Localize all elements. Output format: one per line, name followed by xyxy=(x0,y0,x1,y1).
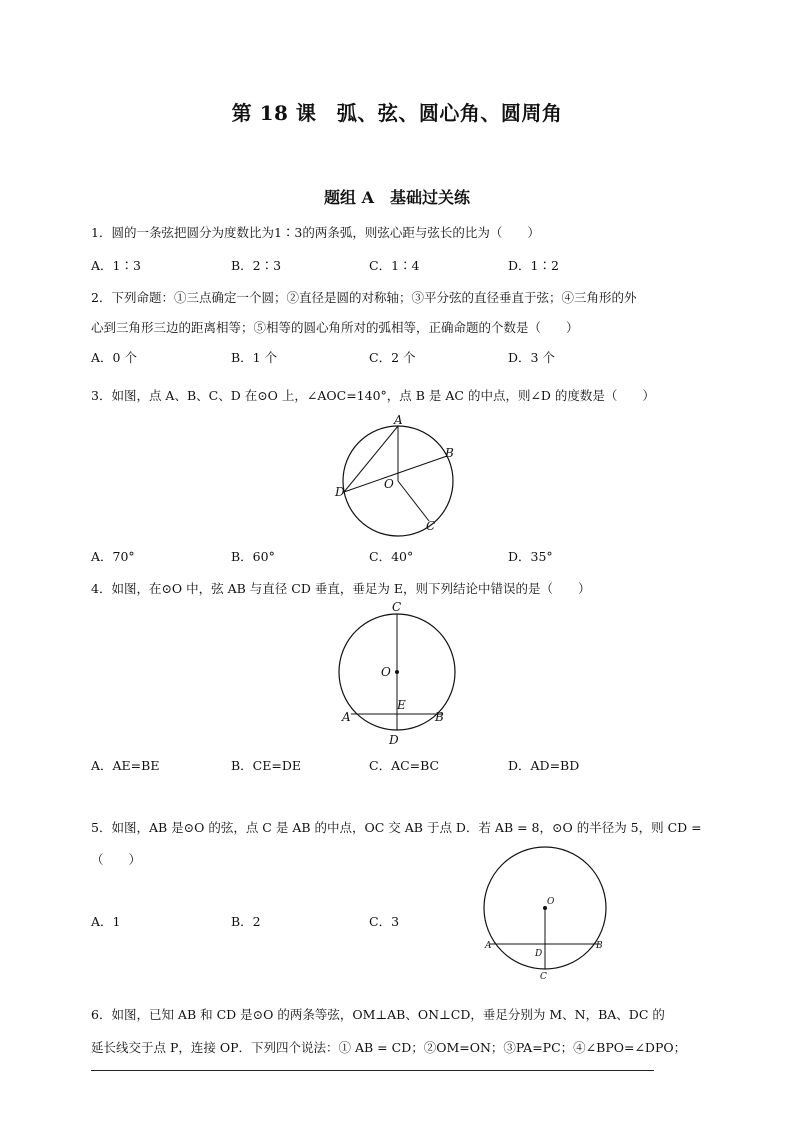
q3-label-d: D xyxy=(335,485,345,499)
q4-label-e: E xyxy=(397,698,406,712)
q2-option-b: B．1 个 xyxy=(231,350,278,365)
q4-option-d: D．AD=BD xyxy=(508,758,580,773)
q5-option-b: B．2 xyxy=(231,914,261,929)
q4-label-o: O xyxy=(381,665,391,679)
q1-option-a: A．1∶3 xyxy=(91,258,141,273)
q4-option-c: C．AC=BC xyxy=(369,758,440,773)
q4-label-d: D xyxy=(389,733,399,747)
q3-option-b: B．60° xyxy=(231,549,275,564)
question-6-line-2: 延长线交于点 P，连接 OP．下列四个说法：① AB = CD；②OM=ON；③PA=PC；④∠BPO=∠DPO； xyxy=(91,1040,687,1055)
q3-label-c: C xyxy=(426,519,436,533)
q2-option-d: D．3 个 xyxy=(508,350,555,365)
q5-label-o: O xyxy=(547,897,555,907)
q3-label-b: B xyxy=(445,446,454,460)
q1-option-d: D．1∶2 xyxy=(508,258,559,273)
q3-option-c: C．40° xyxy=(369,549,414,564)
q4-option-b: B．CE=DE xyxy=(231,758,301,773)
q4-center-dot xyxy=(395,670,399,674)
q4-option-a: A．AE=BE xyxy=(91,758,160,773)
q5-option-a: A．1 xyxy=(91,914,121,929)
q3-label-a: A xyxy=(394,413,403,427)
question-5-line-2: （ ） xyxy=(91,852,142,867)
question-2-line-2: 心到三角形三边的距离相等；⑤相等的圆心角所对的弧相等，正确命题的个数是（ ） xyxy=(91,320,579,335)
q5-label-b: B xyxy=(596,941,603,951)
page-bottom-rule xyxy=(91,1070,654,1071)
question-4-text: 4．如图，在⊙O 中，弦 AB 与直径 CD 垂直，垂足为 E，则下列结论中错误的是（ ） xyxy=(91,581,591,596)
q3-option-d: D．35° xyxy=(508,549,553,564)
q1-option-c: C．1∶4 xyxy=(369,258,420,273)
section-heading: 题组 A 基础过关练 xyxy=(324,188,470,207)
q5-label-a: A xyxy=(485,941,492,951)
q5-figure xyxy=(478,836,614,986)
q5-option-c: C．3 xyxy=(369,914,400,929)
q2-option-a: A．0 个 xyxy=(91,350,137,365)
q3-figure xyxy=(330,410,470,540)
q4-label-b: B xyxy=(435,710,444,724)
q4-figure xyxy=(335,600,465,750)
q5-label-d: D xyxy=(535,949,543,959)
q1-option-b: B．2∶3 xyxy=(231,258,282,273)
q3-segment-oc xyxy=(398,481,429,521)
q5-label-c: C xyxy=(540,972,547,982)
question-5-line-1: 5．如图，AB 是⊙O 的弦，点 C 是 AB 的中点，OC 交 AB 于点 D．若 AB = 8，⊙O 的半径为 5，则 CD = xyxy=(91,820,702,835)
q3-option-a: A．70° xyxy=(91,549,135,564)
question-1-text: 1．圆的一条弦把圆分为度数比为1∶3的两条弧，则弦心距与弦长的比为（ ） xyxy=(91,225,540,240)
page-title: 第 18 课 弧、弦、圆心角、圆周角 xyxy=(231,101,563,125)
question-3-text: 3．如图，点 A、B、C、D 在⊙O 上，∠AOC=140°，点 B 是 AC 的中点，则∠D 的度数是（ ） xyxy=(91,388,655,403)
question-2-line-1: 2．下列命题：①三点确定一个圆；②直径是圆的对称轴；③平分弦的直径垂直于弦；④三角形的外 xyxy=(91,290,637,305)
q2-option-c: C．2 个 xyxy=(369,350,416,365)
q3-segment-db xyxy=(344,456,447,492)
q3-label-o: O xyxy=(384,477,394,491)
q4-label-c: C xyxy=(392,600,402,614)
q4-label-a: A xyxy=(342,710,351,724)
question-6-line-1: 6．如图，已知 AB 和 CD 是⊙O 的两条等弦，OM⊥AB、ON⊥CD，垂足分别为 M、N，BA、DC 的 xyxy=(91,1007,665,1022)
